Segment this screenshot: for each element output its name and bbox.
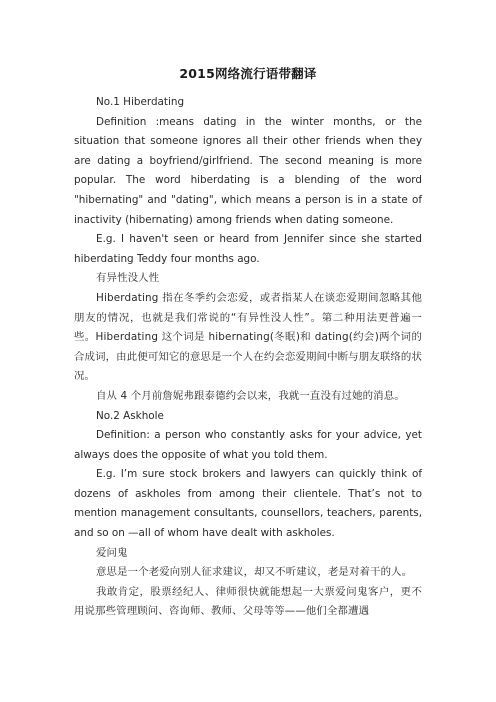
hiberdating-example: E.g. I haven't seen or heard from Jennifer since she started hiberdating Teddy four months ago. bbox=[74, 233, 422, 265]
section-heading-hiberdating: No.1 Hiberdating bbox=[96, 96, 185, 108]
hiberdating-definition: Definition :means dating in the winter months, or the situation that someone ignores all their other friends when they are dating a boyfriend/girlfriend. The second meaning is more popular. The word hiberdating is a blending of the word "hibernating" and "dating", which means a person is in a state of inactivity (hibernating) among friends when dating someone. bbox=[74, 115, 422, 226]
askhole-chinese-example: 我敢肯定，股票经纪人、律师很快就能想起一大票爱问鬼客户，更不用说那些管理顾问、咨询师、教师、父母等等——他们全都遭遇 bbox=[74, 585, 422, 618]
askhole-chinese-explanation: 意思是一个老爱向别人征求建议，却又不听建议，老是对着干的人。 bbox=[96, 566, 413, 579]
hiberdating-chinese-explanation: Hiberdating 指在冬季约会恋爱，或者指某人在谈恋爱期间忽略其他朋友的情况，也就是我们常说的“有异性没人性”。第二种用法更普遍一些。Hiberdating 这个词是 hibernating(冬眠)和 dating(约会)两个词的合成词，由此便可知它的意思是一个人在约会恋爱期间中断与朋友联络的状况。 bbox=[74, 291, 422, 383]
document-title: 2015网络流行语带翻译 bbox=[179, 66, 317, 81]
hiberdating-chinese-example: 自从 4 个月前詹妮弗跟泰德约会以来，我就一直没有过她的消息。 bbox=[96, 389, 405, 402]
section-heading-askhole: No.2 Askhole bbox=[96, 409, 164, 422]
askhole-example: E.g. I’m sure stock brokers and lawyers can quickly think of dozens of askholes from among their clientele. That’s not to mention management consultants, counsellors, teachers, parents, and so on —all of whom have dealt with askholes. bbox=[74, 468, 422, 540]
askhole-definition: Definition: a person who constantly asks for your advice, yet always does the opposite of what you told them. bbox=[74, 429, 422, 461]
askhole-chinese-term: 爱问鬼 bbox=[96, 546, 128, 559]
hiberdating-chinese-term: 有异性没人性 bbox=[96, 272, 160, 285]
document-body bbox=[74, 93, 422, 622]
